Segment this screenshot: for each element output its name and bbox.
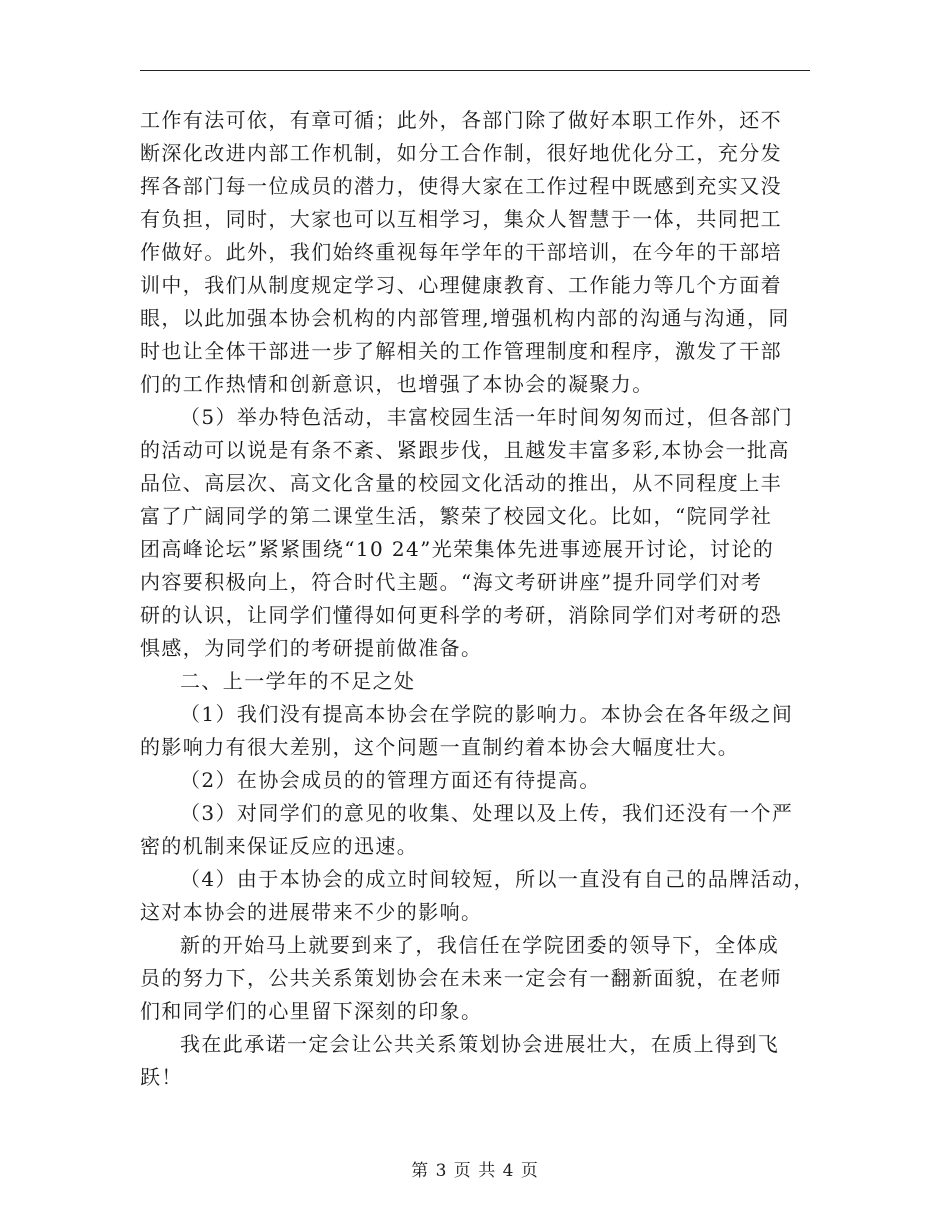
text-line: 眼，以此加强本协会机构的内部管理,增强机构内部的沟通与沟通，同 <box>140 306 790 330</box>
text-line: （3）对同学们的意见的收集、处理以及上传，我们还没有一个严 <box>180 801 794 825</box>
text-line: 这对本协会的进展带来不少的影响。 <box>140 900 483 924</box>
text-line: （2）在协会成员的的管理方面还有待提高。 <box>180 768 601 792</box>
text-line: 们的工作热情和创新意识，也增强了本协会的凝聚力。 <box>140 372 654 396</box>
text-line: （1）我们没有提高本协会在学院的影响力。本协会在各年级之间 <box>180 702 794 726</box>
header-rule <box>140 70 810 71</box>
text-line: 品位、高层次、高文化含量的校园文化活动的推出，从不同程度上丰 <box>140 471 782 495</box>
text-line: 密的机制来保证反应的迅速。 <box>140 834 419 858</box>
text-line: 挥各部门每一位成员的潜力，使得大家在工作过程中既感到充实又没 <box>140 174 782 198</box>
text-line: （4）由于本协会的成立时间较短，所以一直没有自己的品牌活动， <box>180 867 815 891</box>
text-line: 内容要积极向上，符合时代主题。“海文考研讲座”提升同学们对考 <box>140 570 763 594</box>
text-line: 我在此承诺一定会让公共关系策划协会进展壮大，在质上得到飞 <box>180 1032 780 1056</box>
text-line: 研的认识，让同学们懂得如何更科学的考研，消除同学们对考研的恐 <box>140 603 782 627</box>
text-line: 员的努力下，公共关系策划协会在未来一定会有一翻新面貌，在老师 <box>140 966 782 990</box>
text-line: 惧感，为同学们的考研提前做准备。 <box>140 636 483 660</box>
text-line: 断深化改进内部工作机制，如分工合作制，很好地优化分工，充分发 <box>140 141 782 165</box>
text-line: 团高峰论坛”紧紧围绕“10 24”光荣集体先进事迹展开讨论，讨论的 <box>140 537 775 561</box>
page-number: 第 3 页 共 4 页 <box>411 1161 539 1181</box>
text-line: 的活动可以说是有条不紊、紧跟步伐，且越发丰富多彩,本协会一批高 <box>140 438 790 462</box>
text-line: （5）举办特色活动，丰富校园生活一年时间匆匆而过，但各部门 <box>180 405 794 429</box>
text-line: 们和同学们的心里留下深刻的印象。 <box>140 999 483 1023</box>
text-line: 新的开始马上就要到来了，我信任在学院团委的领导下，全体成 <box>180 933 780 957</box>
text-line: 作做好。此外，我们始终重视每年学年的干部培训，在今年的干部培 <box>140 240 782 264</box>
text-line: 有负担，同时，大家也可以互相学习，集众人智慧于一体，共同把工 <box>140 207 782 231</box>
text-line: 跃！ <box>140 1065 183 1089</box>
document-body <box>140 104 816 1094</box>
text-line: 工作有法可依，有章可循；此外，各部门除了做好本职工作外，还不 <box>140 108 782 132</box>
text-line: 时也让全体干部进一步了解相关的工作管理制度和程序，激发了干部 <box>140 339 782 363</box>
text-line: 训中，我们从制度规定学习、心理健康教育、工作能力等几个方面着 <box>140 273 782 297</box>
text-line: 的影响力有很大差别，这个问题一直制约着本协会大幅度壮大。 <box>140 735 740 759</box>
text-line: 富了广阔同学的第二课堂生活，繁荣了校园文化。比如，“院同学社 <box>140 504 773 528</box>
text-line: 二、上一学年的不足之处 <box>180 669 416 693</box>
